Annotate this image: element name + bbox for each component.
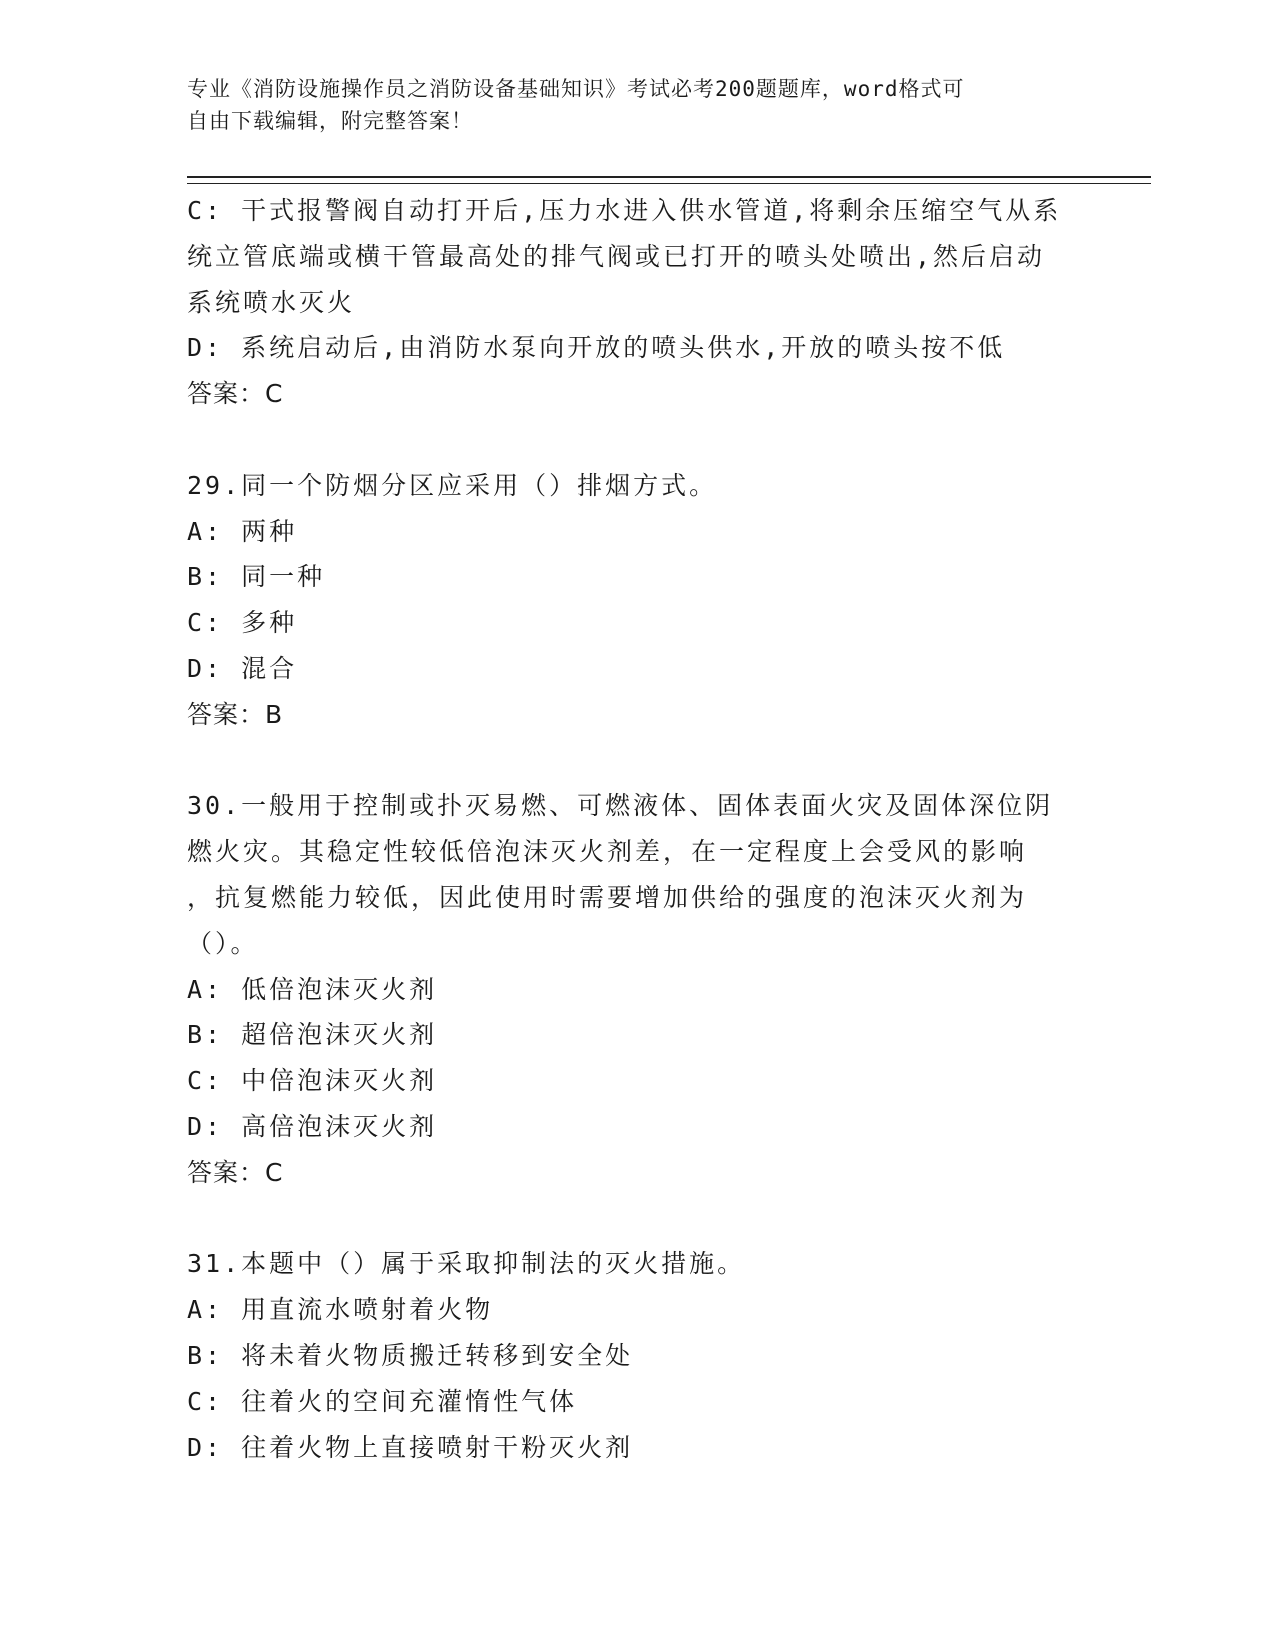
- option-c-line-3: 系统喷水灭火: [187, 287, 356, 317]
- question-stem-line-3: ，抗复燃能力较低，因此使用时需要增加供给的强度的泡沫灭火剂为: [187, 882, 1028, 912]
- option-a: A: 低倍泡沫灭火剂: [187, 974, 438, 1004]
- option-d: D: 往着火物上直接喷射干粉灭火剂: [187, 1432, 634, 1462]
- question-stem: 31.本题中（）属于采取抑制法的灭火措施。: [187, 1249, 746, 1279]
- option-a: A: 两种: [187, 516, 298, 546]
- answer: 答案：B: [187, 699, 284, 729]
- option-d: D: 系统启动后,由消防水泵向开放的喷头供水,开放的喷头按不低: [187, 333, 1006, 363]
- question-31: [187, 1241, 1087, 1470]
- header-line-1: 专业《消防设施操作员之消防设备基础知识》考试必考200题题库，word格式可: [187, 77, 965, 101]
- option-b: B: 超倍泡沫灭火剂: [187, 1020, 438, 1050]
- option-d: D: 混合: [187, 653, 298, 683]
- option-c: C: 多种: [187, 608, 298, 638]
- header-rule-thin: [187, 183, 1151, 184]
- question-stem: 29.同一个防烟分区应采用（）排烟方式。: [187, 470, 718, 500]
- option-b: B: 将未着火物质搬迁转移到安全处: [187, 1340, 634, 1370]
- answer: 答案：C: [187, 1157, 284, 1187]
- question-stem-line-4: （）。: [187, 928, 259, 958]
- header-line-2: 自由下载编辑，附完整答案！: [187, 109, 473, 133]
- spacer: [187, 417, 1087, 463]
- option-c-line-1: C: 干式报警阀自动打开后,压力水进入供水管道,将剩余压缩空气从系: [187, 196, 1062, 225]
- question-stem-line-2: 燃火灾。其稳定性较低倍泡沫灭火剂差，在一定程度上会受风的影响: [187, 837, 1028, 867]
- spacer: [187, 738, 1087, 784]
- option-b: B: 同一种: [187, 562, 326, 592]
- answer: 答案：C: [187, 379, 284, 409]
- question-stem-line-1: 30.一般用于控制或扑灭易燃、可燃液体、固体表面火灾及固体深位阴: [187, 791, 1054, 821]
- option-c: C: 中倍泡沫灭火剂: [187, 1066, 438, 1096]
- option-d: D: 高倍泡沫灭火剂: [187, 1111, 438, 1141]
- question-30: [187, 783, 1087, 1195]
- document-header: [187, 73, 1087, 137]
- option-c-line-2: 统立管底端或横干管最高处的排气阀或已打开的喷头处喷出,然后启动: [187, 241, 1046, 271]
- question-28-continued: [187, 188, 1087, 417]
- option-c: C: 往着火的空间充灌惰性气体: [187, 1386, 578, 1416]
- question-list: [187, 188, 1087, 1470]
- header-rule-thick: [187, 176, 1151, 178]
- option-a: A: 用直流水喷射着火物: [187, 1295, 494, 1325]
- spacer: [187, 1196, 1087, 1242]
- question-29: [187, 463, 1087, 738]
